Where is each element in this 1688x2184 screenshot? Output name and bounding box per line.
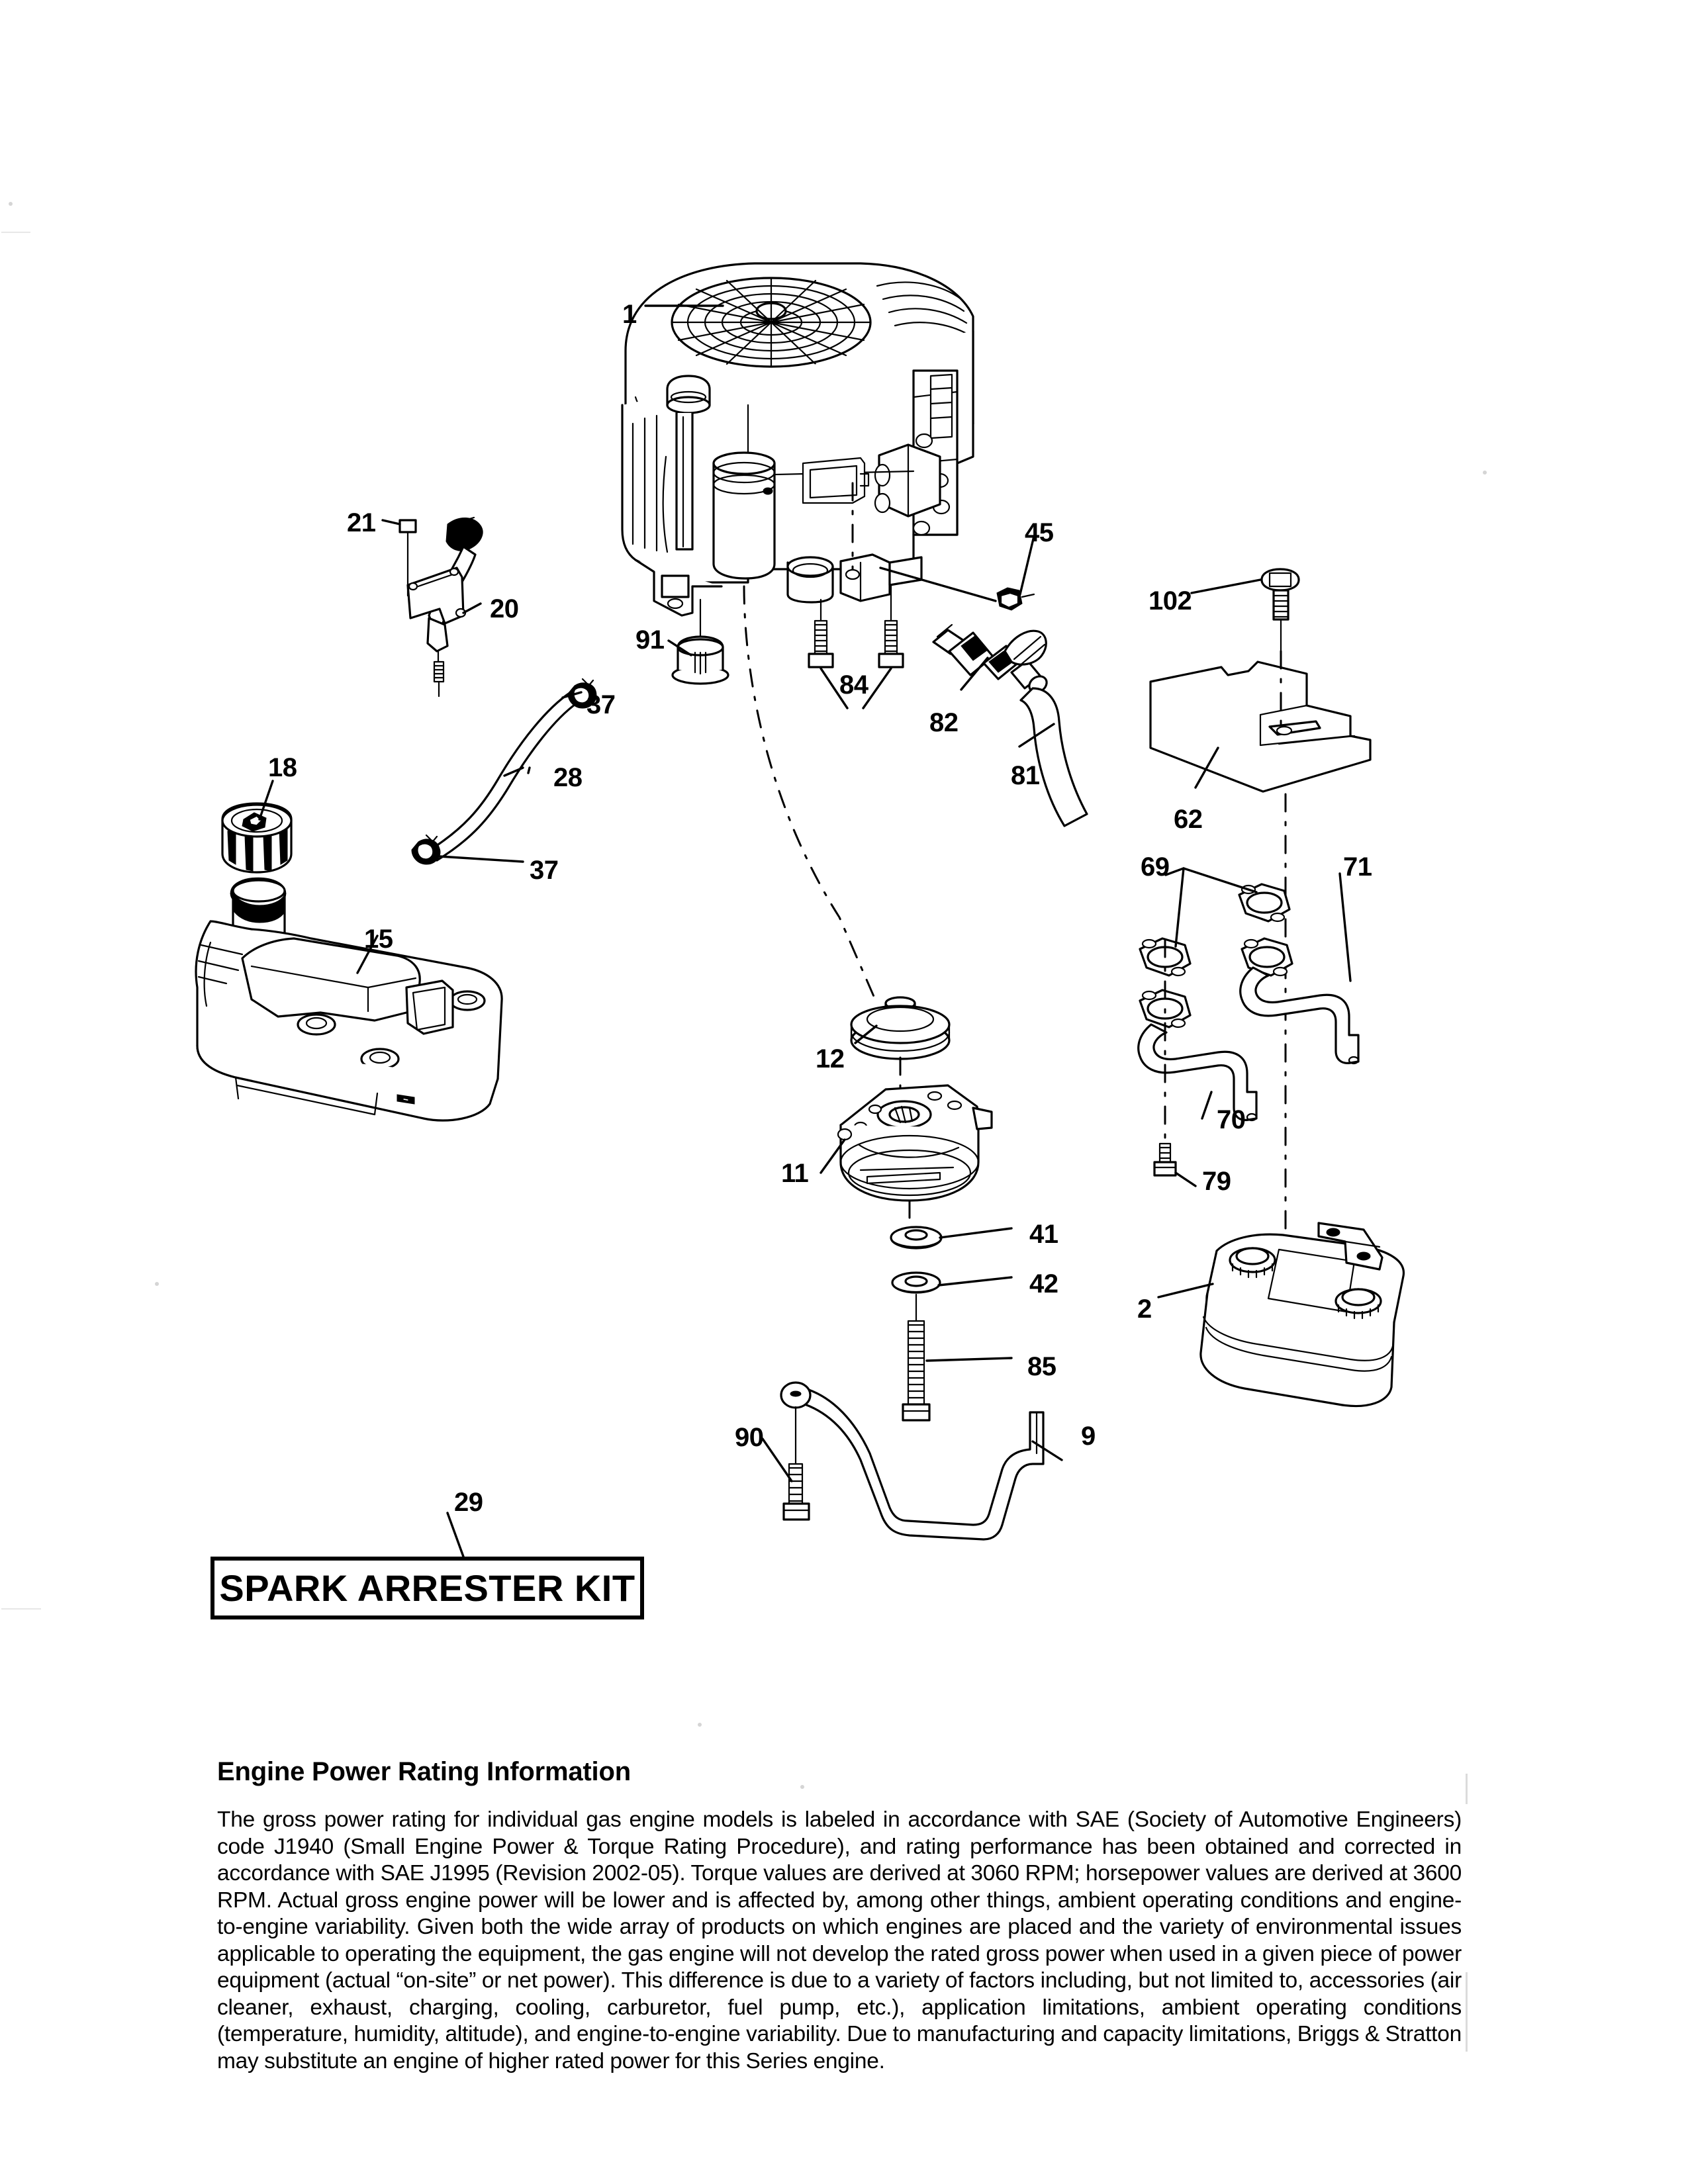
callout-washer: 41 [1029, 1220, 1058, 1249]
nut-45 [997, 588, 1034, 610]
heat-shield-62 [1150, 662, 1370, 792]
callout-throttle-control-bracket: 20 [490, 594, 519, 623]
callout-hose-clamp: 37 [530, 856, 559, 885]
callout-screw-flange: 102 [1149, 586, 1192, 615]
power-note-heading: Engine Power Rating Information [217, 1757, 631, 1786]
spark-arrester-kit-label: SPARK ARRESTER KIT [219, 1567, 635, 1609]
washer-41 [891, 1227, 941, 1248]
callout-hose-clamp: 37 [586, 690, 616, 719]
callout-electric-clutch: 11 [781, 1159, 809, 1188]
callout-screw-hex: 79 [1202, 1167, 1231, 1196]
callout-fuel-shutoff-valve: 82 [929, 708, 959, 737]
callout-engine: 1 [622, 300, 637, 329]
callout-lock-washer: 42 [1029, 1269, 1058, 1298]
callout-screw: 90 [735, 1423, 764, 1452]
callout-fuel-line: 28 [553, 763, 583, 792]
electric-clutch-11 [838, 1085, 992, 1228]
callout-grommet-bushing: 91 [635, 625, 665, 655]
callout-muffler: 2 [1137, 1295, 1152, 1324]
callout-bolt-long: 85 [1027, 1352, 1056, 1381]
fuel-valve-82 [933, 625, 1050, 696]
power-note-body: The gross power rating for individual gas engine models is labeled in accordance with SAE (Society of Automotive Engineers) code J1940 (Small Engine Power & Torque Rating Procedure), and rating performance has been obtained and corrected in accordance with SAE J1995 (Revision 2002-05). Torque values are derived at 3060 RPM; horsepower values are derived at 3600 RPM. Actual gross engine power will be lower and is affected by, among other things, ambient operating conditions and engine-to-engine variability. Given both the wide array of products on which engines are placed and the variety of environmental issues applicable to operating the equipment, the gas engine will not develop the rated gross power when used in a given piece of power equipment (actual “on-site” or net power). This difference is due to a variety of factors including, but not limited to, accessories (air cleaner, exhaust, charging, cooling, carburetor, fuel pump, etc.), application limitations, ambient operating conditions (temperature, humidity, altitude), and engine-to-engine variability. Due to manufacturing and capacity limitations, Briggs & Stratton may substitute an engine of higher rated power for this Series engine. [217, 1807, 1462, 2073]
callout-heat-shield: 62 [1174, 805, 1203, 834]
muffler-2 [1201, 1223, 1404, 1406]
lock-washer-42 [892, 1273, 940, 1293]
screw-90 [784, 1464, 809, 1520]
callout-engine-pulley: 12 [816, 1044, 845, 1073]
screw-102 [1262, 569, 1299, 651]
throttle-control-assembly [400, 518, 483, 696]
callout-screw-hex-washer: 21 [347, 508, 376, 537]
callout-exhaust-pipe-right: 71 [1343, 852, 1372, 882]
callout-fuel-cap: 18 [268, 753, 297, 782]
engine-pulley-12 [851, 997, 949, 1092]
callout-exhaust-pipe-left: 70 [1217, 1105, 1246, 1134]
callout-nut: 45 [1025, 518, 1054, 547]
callout-exhaust-gasket: 69 [1141, 852, 1170, 882]
callout-muffler-bracket-rod: 9 [1081, 1422, 1096, 1451]
callout-fuel-tank: 15 [364, 925, 393, 954]
bolt-85 [903, 1295, 929, 1420]
engine-assembly [622, 263, 973, 999]
fuel-hose-81 [1021, 688, 1087, 826]
exhaust-group [1139, 884, 1358, 1120]
callout-screw-hex-head: 84 [839, 670, 868, 700]
fuel-tank-15 [196, 880, 502, 1120]
spark-arrester-kit-box [211, 1557, 644, 1619]
callout-fuel-hose: 81 [1011, 761, 1040, 790]
bolt-79 [1154, 1144, 1176, 1175]
callout-spark-arrester-kit: 29 [454, 1488, 483, 1517]
engine-power-rating-note [217, 1757, 1462, 2075]
